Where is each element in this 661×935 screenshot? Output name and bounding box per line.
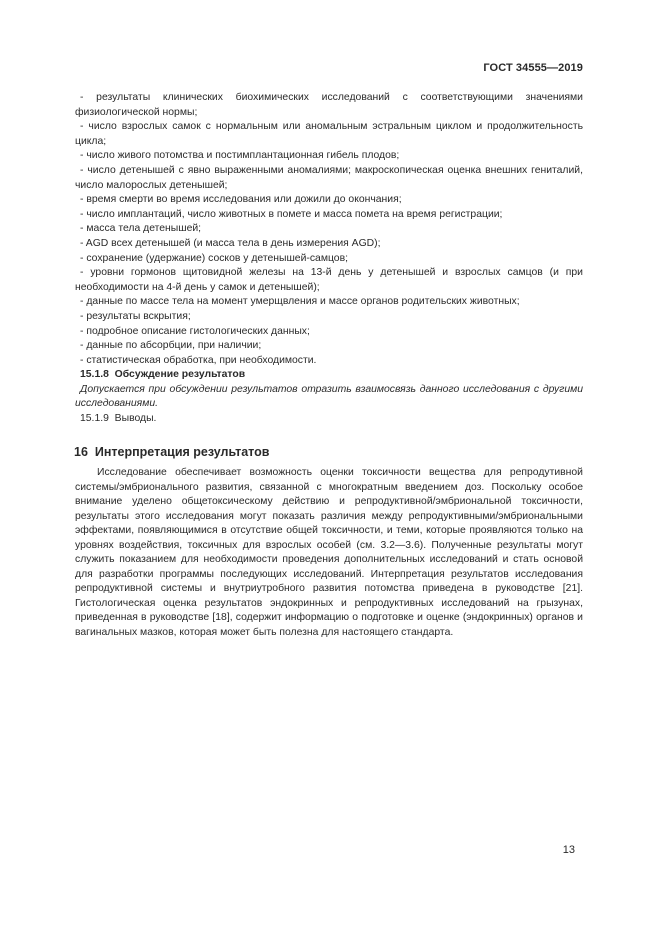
section-title: Интерпретация результатов <box>94 444 270 459</box>
list-item: - данные по массе тела на момент умерщвления и массе органов родительских животных; <box>80 296 520 308</box>
list-item: - результаты клинических биохимических исследований с соответствующими значениями физиологической нормы; <box>75 92 583 118</box>
subsection-heading-15-1-8 <box>75 368 583 383</box>
list-item: - число детенышей с явно выраженными аномалиями; макроскопическая оценка внешних гениталий, число малорослых детенышей; <box>75 164 583 191</box>
list-item: - результаты вскрытия; <box>80 310 191 322</box>
list-item: - число живого потомства и постимплантационная гибель плодов; <box>80 150 400 162</box>
subsection-number: 15.1.9 <box>80 413 109 425</box>
subsection-title: Обсуждение результатов <box>114 369 246 381</box>
document-content <box>75 91 583 640</box>
list-item: - статистическая обработка, при необходимости. <box>80 354 317 366</box>
section-number: 16 <box>74 444 88 459</box>
section-heading-16 <box>74 445 583 460</box>
list-item: - сохранение (удержание) сосков у детенышей-самцов; <box>80 252 348 264</box>
list-item: - время смерти во время исследования или дожили до окончания; <box>80 194 402 206</box>
subsection-title: Выводы. <box>114 413 157 425</box>
subsection-number: 15.1.8 <box>80 369 109 381</box>
subsection-heading-15-1-9 <box>75 412 583 427</box>
list-item: - уровни гормонов щитовидной железы на 13-й день у детенышей и взрослых самцов (и при необходимости на 4-й день у самок и детенышей); <box>75 267 583 293</box>
interpretation-paragraph: Исследование обеспечивает возможность оценки токсичности вещества для репродутивной системы/эмбрионального развития, связанной с многократным введением доз. Поскольку особое внимание уделено общетоксическому действию и репродуктивной/эмбриональной токсичности, результаты этого исследования могут показать различия между репродуктивными/эмбриональными эффектами, появляющимися в отсутствие общей токсичности, и теми, которые проявляются только на уровнях воздействия, токсичных для взрослых особей (см. 3.2—3.6). Полученные результаты могут служить показанием для необходимости проведения дополнительных исследований и стать основой для разработки программы последующих исследований. Интерпретация результатов исследования репродуктивной системы и внутриутробного развития потомства приведена в руководстве [21]. Гистологическая оценка результатов эндокринных и репродуктивных исследований на грызунах, приведенная в руководстве [18], содержит информацию о подготовке и оценке (эндокринных) органов и вагинальных мазков, которая может быть полезна для настоящего стандарта. <box>75 467 583 638</box>
results-list <box>75 91 583 368</box>
discussion-text: Допускается при обсуждении результатов отразить взаимосвязь данного исследования с другими исследованиями. <box>75 383 583 410</box>
list-item: - число взрослых самок с нормальным или аномальным эстральным циклом и продолжительность цикла; <box>75 121 583 147</box>
list-item: - данные по абсорбции, при наличии; <box>80 340 262 352</box>
list-item: - AGD всех детенышей (и масса тела в день измерения AGD); <box>80 237 381 249</box>
standard-header: ГОСТ 34555—2019 <box>483 62 583 74</box>
list-item: - подробное описание гистологических данных; <box>80 325 310 337</box>
list-item: - масса тела детенышей; <box>80 223 202 235</box>
list-item: - число имплантаций, число животных в помете и масса помета на время регистрации; <box>80 208 503 220</box>
page-number: 13 <box>562 844 575 856</box>
